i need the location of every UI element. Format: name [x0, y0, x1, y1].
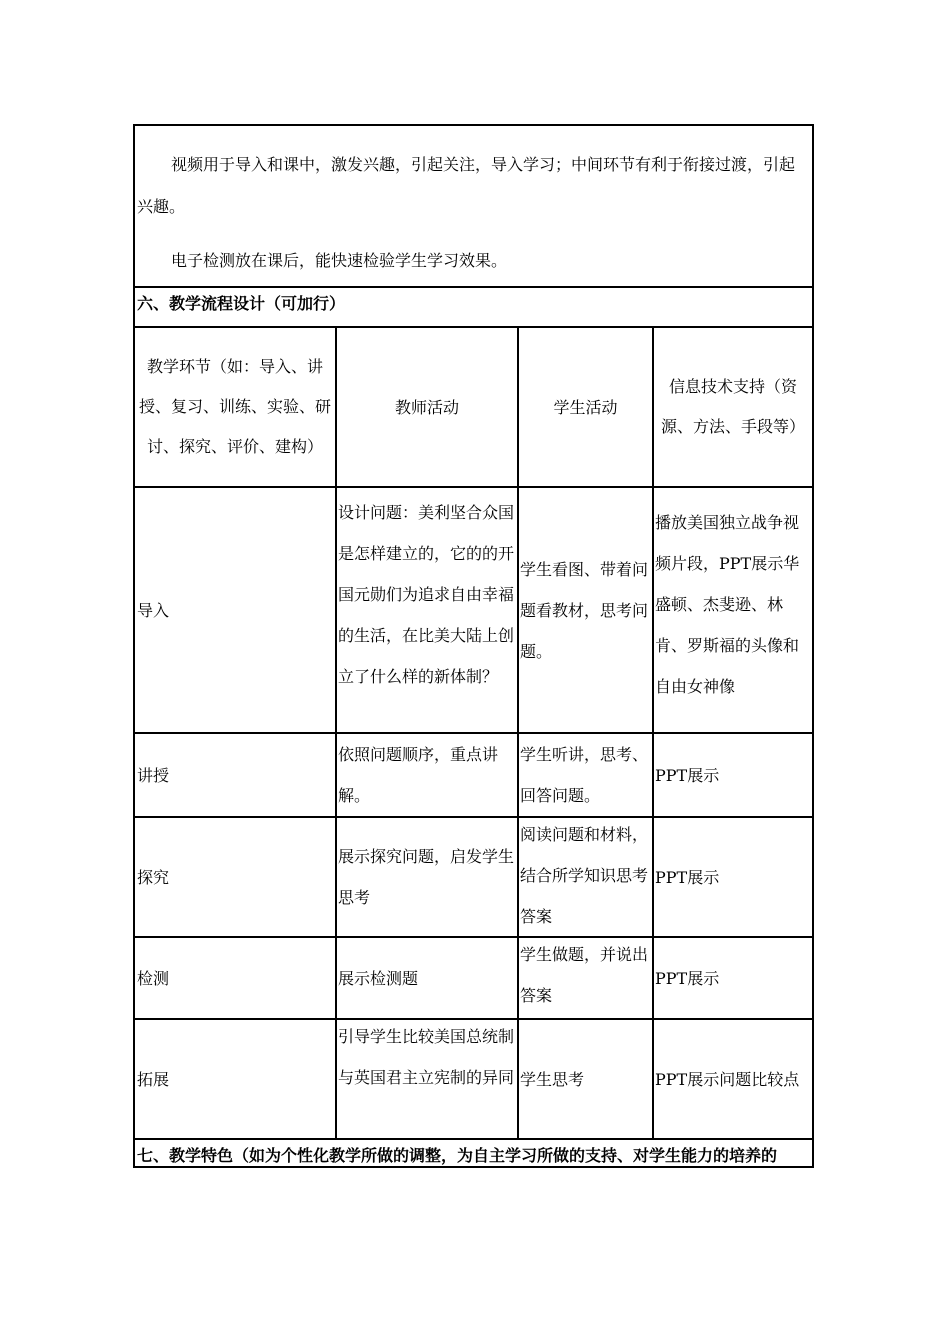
table-row-student: 学生思考	[520, 1069, 585, 1089]
header-student: 学生活动	[553, 397, 618, 417]
header-stage: 教学环节（如：导入、讲授、复习、训练、实验、研讨、探究、评价、建构）	[139, 357, 332, 456]
table-row-stage: 检测	[137, 968, 170, 988]
table-row-tech: PPT展示	[655, 765, 720, 785]
section-6-title: 六、教学流程设计（可加行）	[137, 294, 346, 313]
table-row-tech: PPT展示	[655, 968, 720, 988]
table-row-student: 阅读问题和材料，结合所学知识思考答案	[520, 825, 649, 926]
table-row-teacher: 依照问题顺序，重点讲解。	[338, 745, 499, 805]
lesson-plan-table	[133, 124, 814, 1168]
table-row-stage: 讲授	[137, 765, 170, 785]
section-7-title: 七、教学特色（如为个性化教学所做的调整，为自主学习所做的支持、对学生能力的培养的	[137, 1146, 778, 1165]
paragraph-test: 电子检测放在课后，能快速检验学生学习效果。	[171, 251, 508, 270]
table-row-tech: 播放美国独立战争视频片段，PPT展示华盛顿、杰斐逊、林肯、罗斯福的头像和自由女神像	[655, 513, 800, 696]
table-row-stage: 导入	[137, 600, 170, 620]
table-row-teacher: 引导学生比较美国总统制与英国君主立宪制的异同	[338, 1027, 515, 1087]
table-row-teacher: 展示检测题	[338, 968, 419, 988]
table-row-stage: 探究	[137, 867, 170, 887]
table-row-student: 学生听讲，思考、回答问题。	[520, 745, 649, 805]
table-row-tech: PPT展示问题比较点	[655, 1069, 800, 1089]
paragraph-video: 视频用于导入和课中，激发兴趣，引起关注，导入学习；中间环节有利于衔接过渡，引起兴趣。	[137, 155, 796, 216]
table-row-teacher: 设计问题：美利坚合众国是怎样建立的，它的的开国元勋们为追求自由幸福的生活，在比美大陆上创立了什么样的新体制？	[338, 503, 515, 686]
table-row-teacher: 展示探究问题，启发学生思考	[338, 847, 515, 907]
table-row-student: 学生做题，并说出答案	[520, 945, 649, 1005]
header-tech: 信息技术支持（资源、方法、手段等）	[660, 377, 805, 436]
table-row-tech: PPT展示	[655, 867, 720, 887]
table-row-student: 学生看图、带着问题看教材，思考问题。	[520, 559, 649, 661]
header-teacher: 教师活动	[394, 397, 459, 417]
table-row-stage: 拓展	[137, 1069, 170, 1089]
